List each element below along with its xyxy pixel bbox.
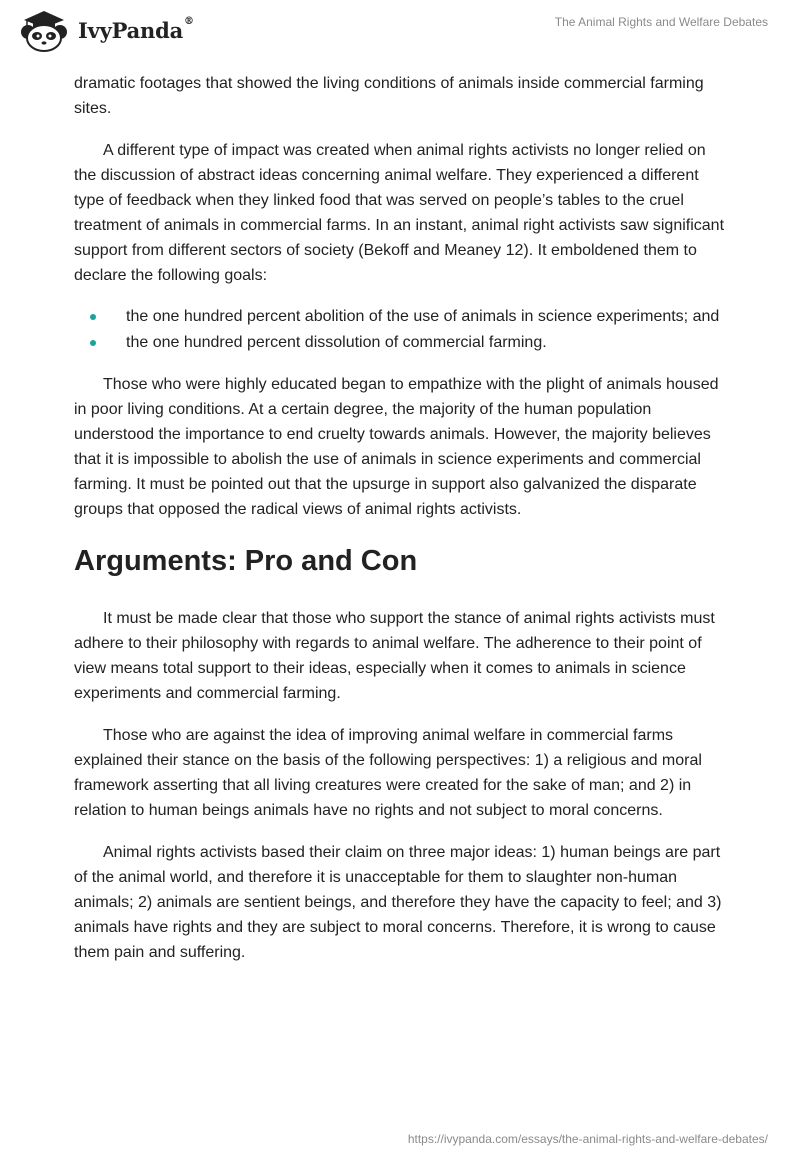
list-item xyxy=(74,304,726,329)
list-item-text: the one hundred percent abolition of the use of animals in science experiments; and xyxy=(126,308,720,325)
article-content xyxy=(74,71,726,982)
paragraph: dramatic footages that showed the living conditions of animals inside commercial farming sites. xyxy=(74,75,704,117)
paragraph: It must be made clear that those who support the stance of animal rights activists must adhere to their philosophy with regards to animal welfare. The adherence to their point of view means total support to their ideas, especially when it comes to animals in science experiments and commercial farming. xyxy=(74,610,715,702)
logo[interactable] xyxy=(14,8,194,52)
list-item-text: the one hundred percent dissolution of commercial farming. xyxy=(126,334,547,351)
paragraph: Those who are against the idea of improving animal welfare in commercial farms explained their stance on the basis of the following perspectives: 1) a religious and moral framework asserting that all living creatures were created for the sake of man; and 2) in relation to human beings animals have no rights and not subject to moral concerns. xyxy=(74,727,702,819)
bullet-icon xyxy=(90,340,96,346)
page-title: The Animal Rights and Welfare Debates xyxy=(554,15,768,29)
brand-name: IvyPanda® xyxy=(78,15,194,43)
bullet-icon xyxy=(90,314,96,320)
section-heading: Arguments: Pro and Con xyxy=(74,545,418,577)
paragraph: Animal rights activists based their claim on three major ideas: 1) human beings are part of the animal world, and therefore it is unacceptable for them to slaughter non-human animals; 2) animals are sentient beings, and therefore they have the capacity to feel; and 3) animals have rights and they are subject to moral concerns. Therefore, it is wrong to cause them pain and suffering. xyxy=(74,844,722,961)
paragraph: Those who were highly educated began to empathize with the plight of animals housed in poor living conditions. At a certain degree, the majority of the human population understood the importance to end cruelty towards animals. However, the majority believes that it is impossible to abolish the use of animals in science experiments and commercial farming. It must be pointed out that the upsurge in support also galvanized the disparate groups that opposed the radical views of animal rights activists. xyxy=(74,376,719,518)
source-url[interactable]: https://ivypanda.com/essays/the-animal-rights-and-welfare-debates/ xyxy=(407,1132,768,1146)
paragraph: A different type of impact was created when animal rights activists no longer relied on the discussion of abstract ideas concerning animal welfare. They experienced a different type of feedback when they linked food that was served on people’s tables to the cruel treatment of animals in commercial farms. In an instant, animal right activists saw significant support from different sectors of society (Bekoff and Meaney 12). It emboldened them to declare the following goals: xyxy=(74,142,725,284)
panda-logo-icon xyxy=(14,8,72,52)
goals-list xyxy=(74,304,726,355)
list-item xyxy=(74,330,726,355)
page-header xyxy=(0,0,800,62)
